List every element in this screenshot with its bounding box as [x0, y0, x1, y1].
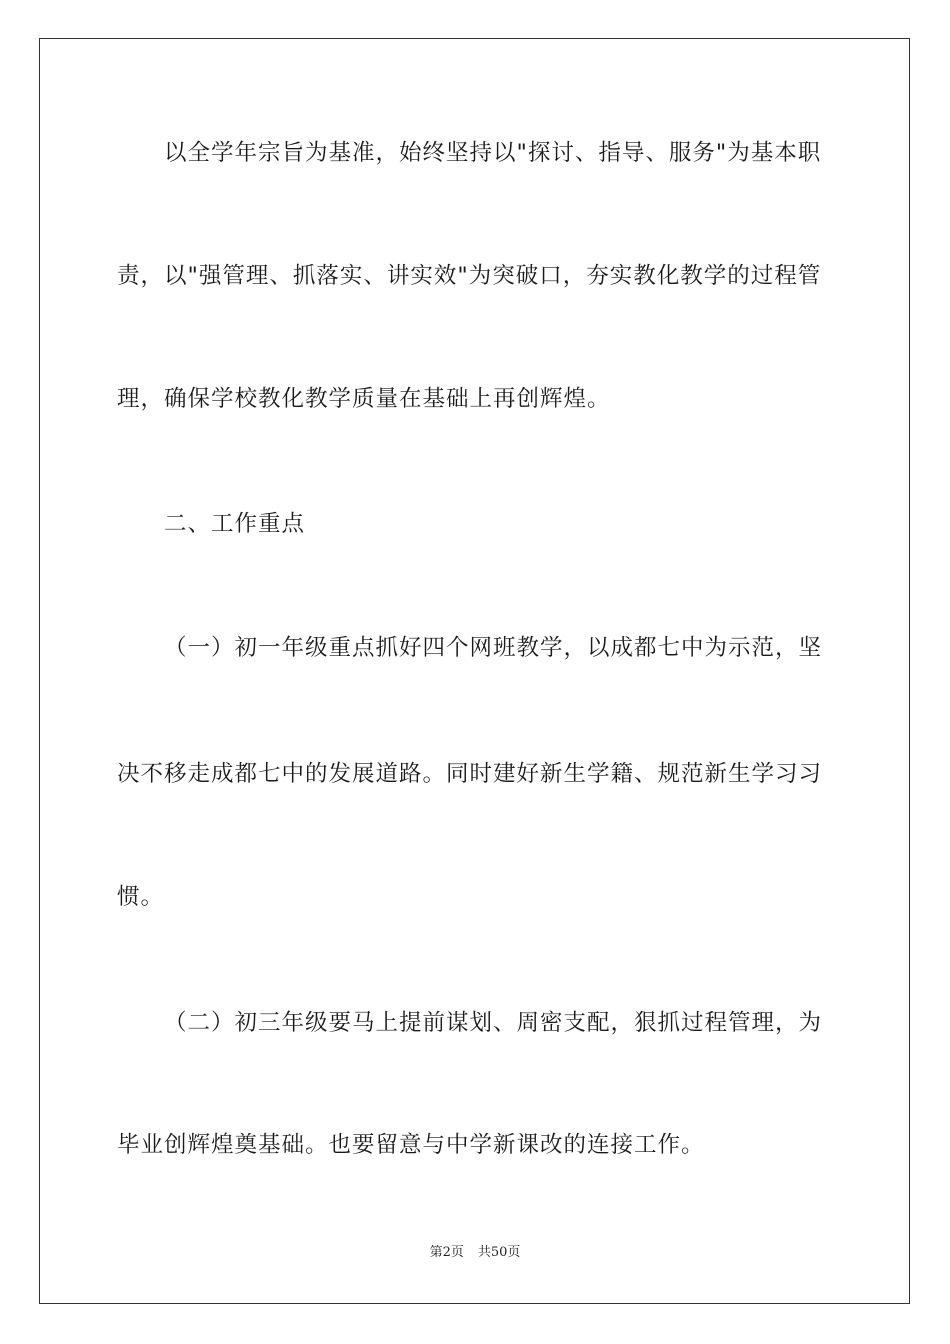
paragraph-2-line-1: （一）初一年级重点抓好四个网班教学，以成都七中为示范，坚	[164, 635, 823, 661]
paragraph-3-line-2: 毕业创辉煌奠基础。也要留意与中学新课改的连接工作。	[117, 1132, 705, 1158]
paragraph-2-line-3: 惯。	[117, 884, 165, 910]
paragraph-3-line-1: （二）初三年级要马上提前谋划、周密支配，狠抓过程管理，为	[164, 1010, 823, 1036]
paragraph-1-line-2: 责，以"强管理、抓落实、讲实效"为突破口，夯实教化教学的过程管	[117, 263, 822, 289]
page-footer	[0, 1244, 950, 1262]
page-number: 第2页	[429, 1245, 464, 1260]
section-heading: 二、工作重点	[164, 511, 306, 537]
paragraph-2-line-2: 决不移走成都七中的发展道路。同时建好新生学籍、规范新生学习习	[117, 761, 823, 787]
page-border	[39, 38, 910, 1304]
total-pages: 共50页	[477, 1245, 521, 1260]
paragraph-1-line-1: 以全学年宗旨为基准，始终坚持以"探讨、指导、服务"为基本职	[164, 140, 822, 166]
paragraph-1-line-3: 理，确保学校教化教学质量在基础上再创辉煌。	[117, 386, 611, 412]
